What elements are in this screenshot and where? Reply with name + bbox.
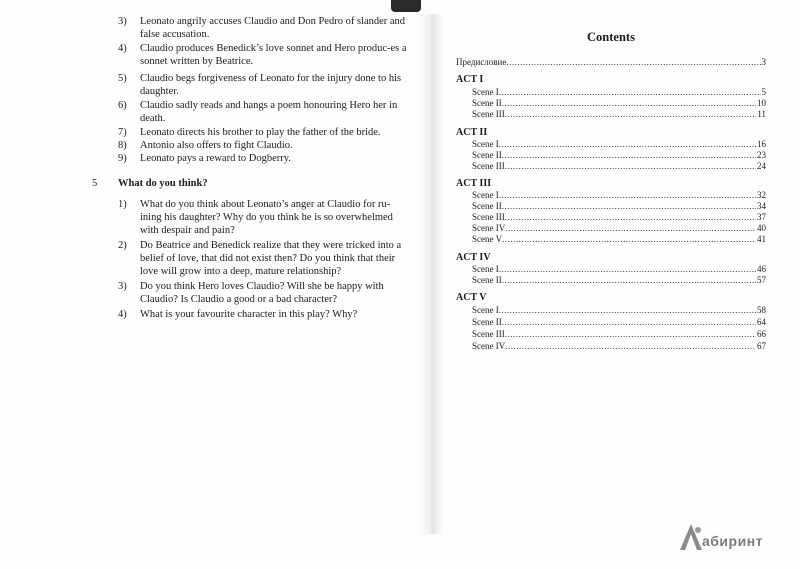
toc-leader [505,161,756,172]
book-gutter [418,14,444,534]
item-text: What do you think about Leonato’s anger at Claudio for ru-ining his daughter? Why do you think he is so overwhelmed with despair and pain? [140,199,393,236]
toc-page: 34 [757,201,766,211]
item-number: 9) [118,153,127,164]
toc-page: 5 [761,87,766,97]
labirint-logo-icon [678,522,704,552]
toc-leader [499,264,756,275]
item-text: Leonato directs his brother to play the father of the bride. [140,127,381,138]
list-item [118,140,408,153]
toc-label: Scene I [472,139,499,149]
toc-entry [472,139,766,150]
toc-page: 37 [757,212,766,222]
toc-page: 46 [757,264,766,274]
toc-page: 10 [757,98,766,108]
toc-entry [472,150,766,161]
act-heading: ACT I [456,74,484,85]
toc-page: 3 [761,57,766,67]
toc-leader [505,212,756,223]
toc-label: Scene I [472,190,499,200]
toc-page: 16 [757,139,766,149]
toc-leader [505,223,756,234]
toc-entry [472,305,766,316]
list-item [118,153,408,166]
toc-page: 11 [757,109,766,119]
toc-page: 24 [757,161,766,171]
toc-entry [472,190,766,201]
toc-leader [502,275,756,286]
item-text: Claudio begs forgiveness of Leonato for the injury done to his daughter. [140,73,402,97]
toc-page: 41 [757,234,766,244]
toc-leader [505,329,756,340]
toc-label: Предисловие [456,57,507,67]
item-text: Do Beatrice and Benedick realize that they were tricked into a belief of love, that did not exist then? Do you think that their love will grow into a deep, mature relationship? [140,240,402,277]
toc-page: 32 [757,190,766,200]
toc-entry [472,223,766,234]
question-item [118,240,408,279]
watermark-text: абиринт [702,533,764,549]
toc-leader [499,139,756,150]
toc-page: 57 [757,275,766,285]
toc-label: Scene II [472,98,502,108]
item-number: 7) [118,127,127,138]
item-number: 8) [118,140,127,151]
toc-entry-preface [456,57,766,68]
exercise-number: 5 [92,178,98,189]
toc-leader [502,98,756,109]
toc-leader [502,150,756,161]
list-item [118,73,408,99]
toc-page: 66 [757,329,766,339]
act-heading: ACT II [456,127,488,138]
toc-page: 58 [757,305,766,315]
toc-label: Scene III [472,161,505,171]
toc-leader [499,305,756,316]
toc-entry [472,329,766,340]
toc-label: Scene II [472,201,502,211]
item-text: Leonato pays a reward to Dogberry. [140,153,291,164]
toc-label: Scene IV [472,341,506,351]
toc-label: Scene III [472,212,505,222]
toc-entry [472,212,766,223]
toc-entry [472,275,766,286]
list-item [118,16,408,42]
list-item [118,127,408,140]
item-text: Claudio sadly reads and hangs a poem honouring Hero her in death. [140,100,398,124]
act-heading: ACT III [456,178,492,189]
toc-entry [472,264,766,275]
item-text: Claudio produces Benedick’s love sonnet and Hero produc-es a sonnet written by Beatrice. [140,43,407,67]
act-heading: ACT IV [456,252,491,263]
toc-leader [502,201,756,212]
item-number: 5) [118,73,127,84]
question-item [118,199,408,238]
item-text: Do you think Hero loves Claudio? Will she be happy with Claudio? Is Claudio a good or a bad character? [140,281,384,305]
toc-leader [506,57,760,68]
item-text: Antonio also offers to fight Claudio. [140,140,293,151]
toc-leader [502,234,756,245]
toc-leader [499,87,761,98]
act-heading: ACT V [456,292,487,303]
toc-entry [472,234,766,245]
item-number: 3) [118,281,127,292]
toc-entry [472,109,766,120]
toc-page: 64 [757,317,766,327]
toc-label: Scene IV [472,223,506,233]
toc-label: Scene I [472,264,499,274]
toc-page: 67 [757,341,766,351]
contents-title: Contents [587,30,635,44]
toc-label: Scene I [472,87,499,97]
question-item [118,309,408,322]
item-number: 6) [118,100,127,111]
toc-page: 23 [757,150,766,160]
exercise-heading: What do you think? [118,178,208,189]
scan-clip-mark [391,0,421,12]
toc-leader [502,317,756,328]
toc-label: Scene II [472,275,502,285]
list-item [118,43,408,69]
toc-leader [505,341,756,352]
question-item [118,281,408,307]
toc-entry [472,317,766,328]
toc-label: Scene V [472,234,503,244]
toc-label: Scene III [472,329,505,339]
toc-label: Scene I [472,305,499,315]
item-number: 4) [118,309,127,320]
toc-label: Scene II [472,150,502,160]
toc-entry [472,161,766,172]
toc-entry [472,341,766,352]
item-text: Leonato angrily accuses Claudio and Don Pedro of slander and false accusation. [140,16,406,40]
labirint-watermark-logo [678,520,788,556]
item-number: 3) [118,16,127,27]
toc-leader [505,109,757,120]
list-item [118,100,408,126]
toc-entry [472,87,766,98]
toc-entry [472,98,766,109]
toc-label: Scene III [472,109,505,119]
toc-entry [472,201,766,212]
item-number: 4) [118,43,127,54]
toc-leader [499,190,756,201]
item-number: 1) [118,199,127,210]
toc-page: 40 [757,223,766,233]
item-text: What is your favourite character in this play? Why? [140,309,358,320]
toc-label: Scene II [472,317,502,327]
item-number: 2) [118,240,127,251]
